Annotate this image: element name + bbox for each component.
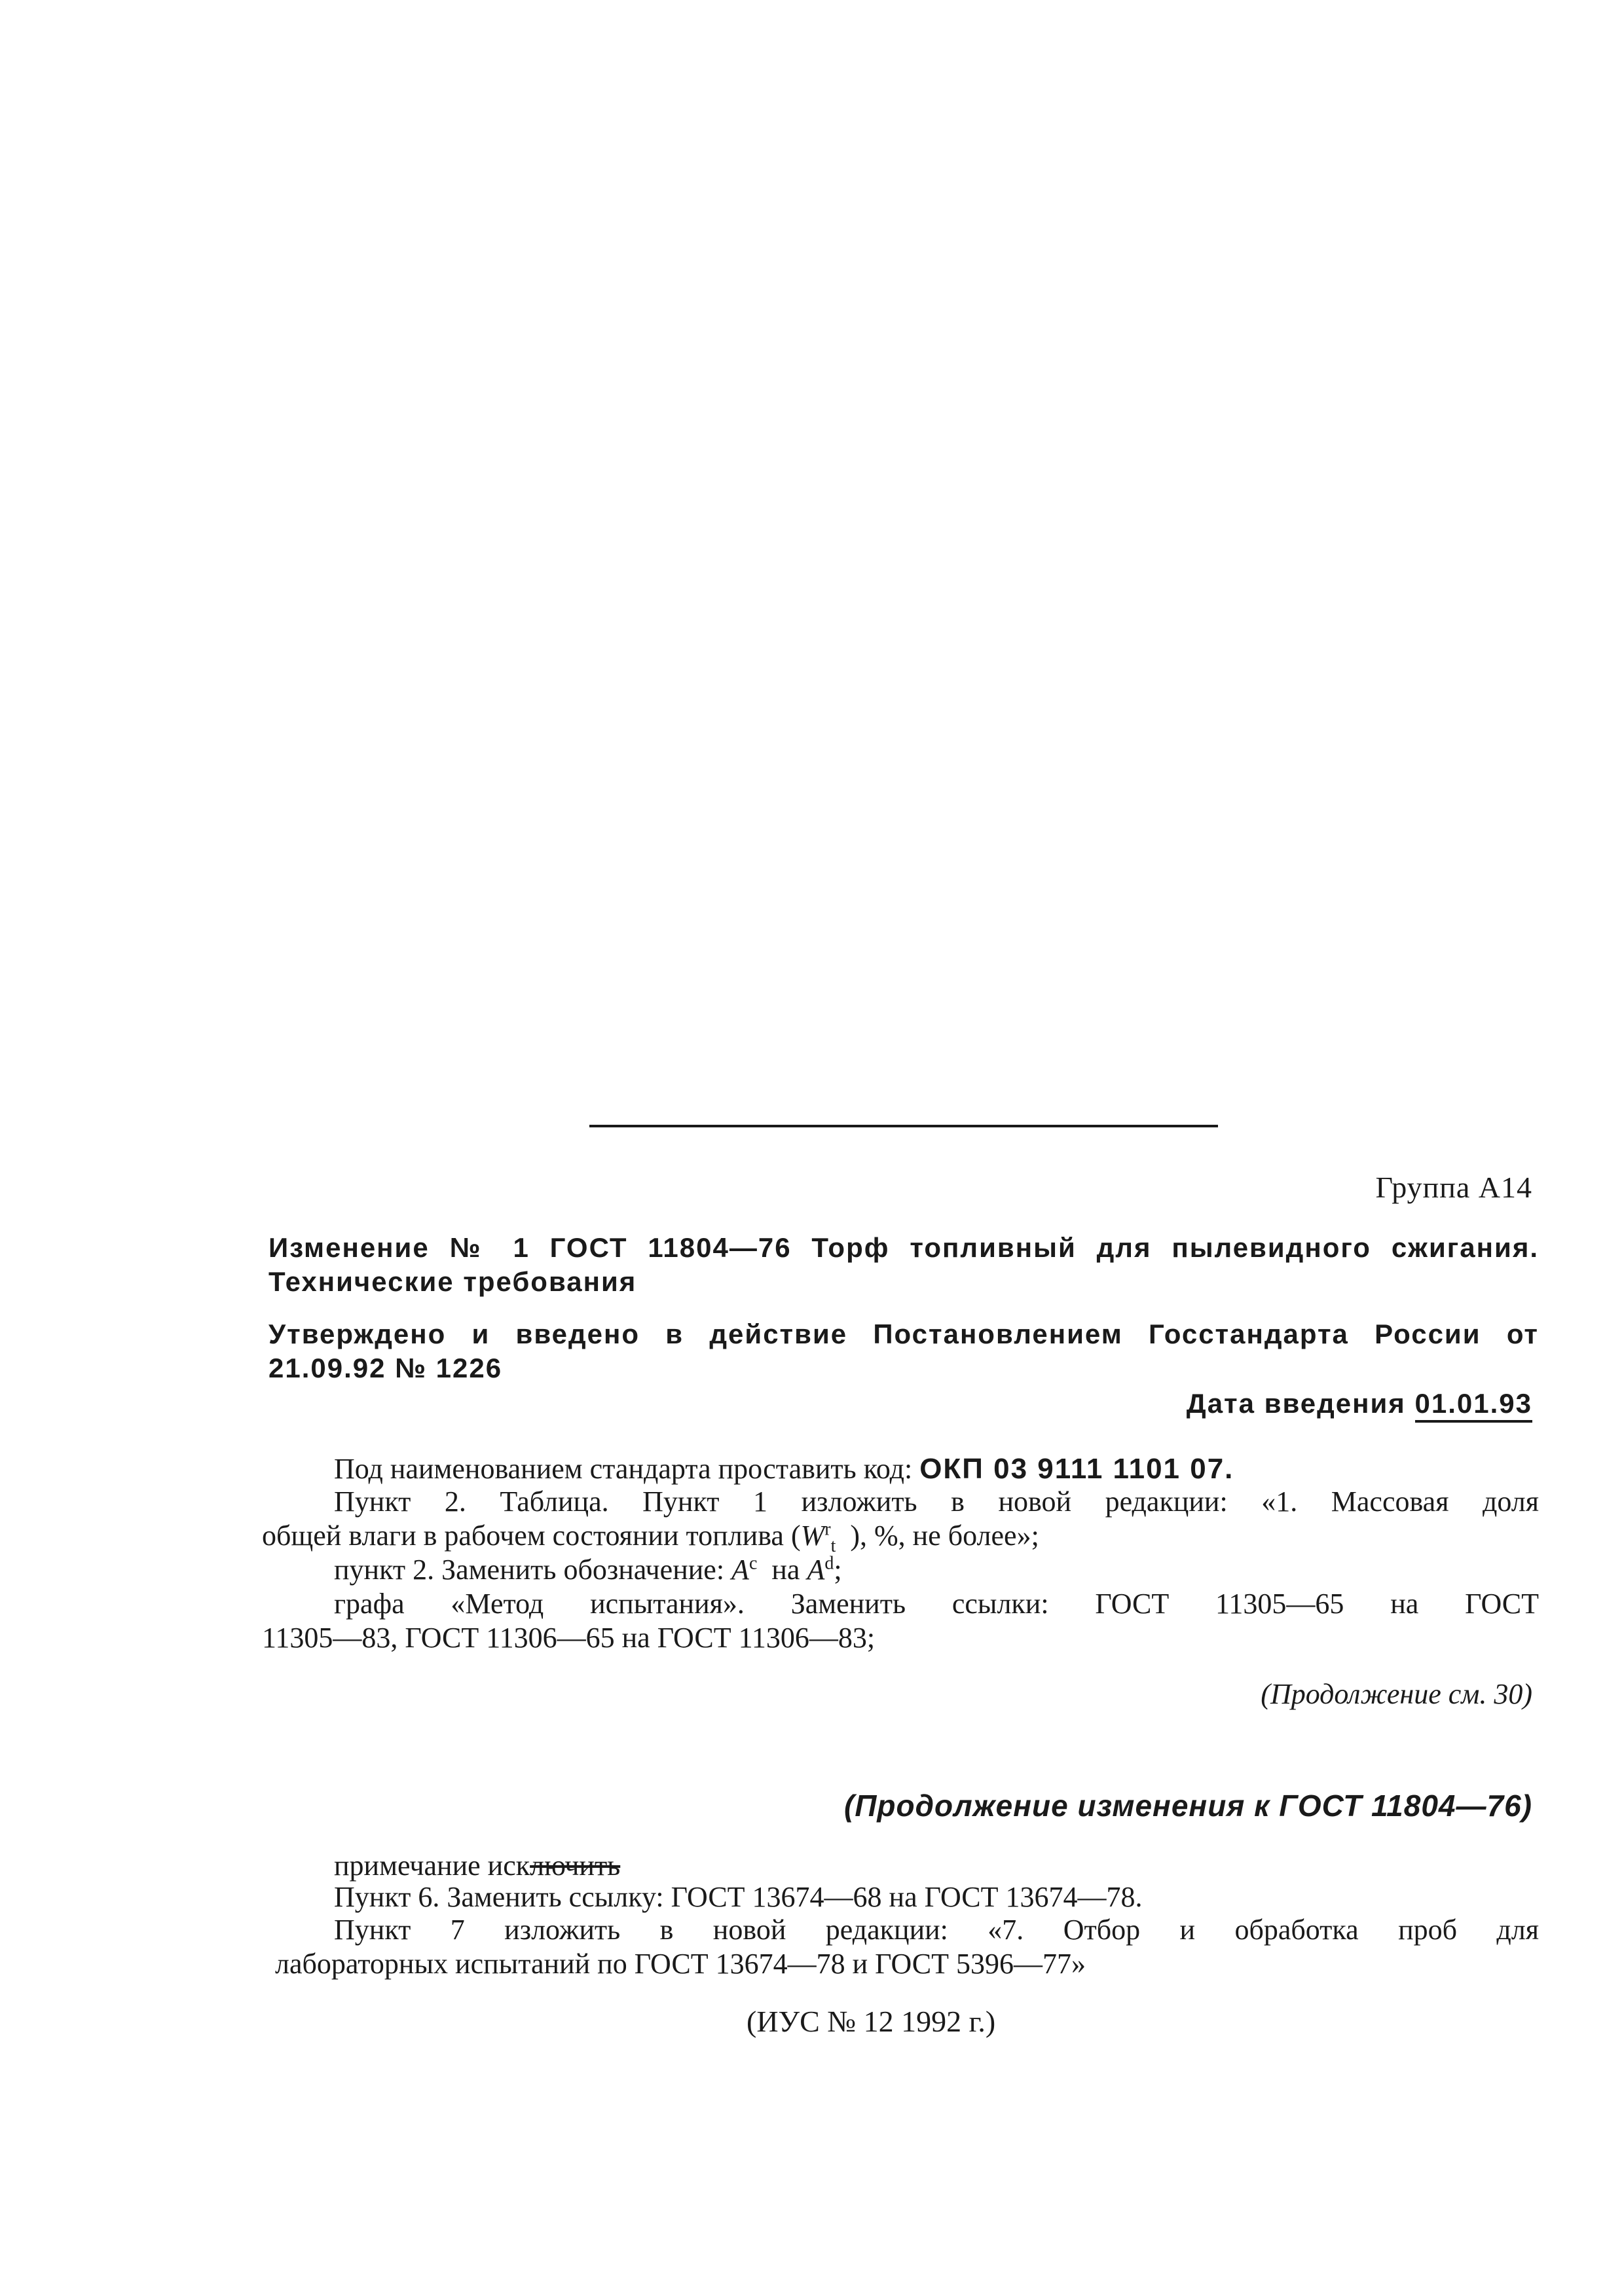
designation-b: A bbox=[807, 1554, 825, 1586]
paragraph-code bbox=[334, 1451, 1234, 1487]
designation-lead: пункт 2. Заменить обозначение: bbox=[334, 1554, 725, 1586]
intro-date-value: 01.01.93 bbox=[1415, 1388, 1533, 1423]
note-text-a: примечание иск bbox=[334, 1850, 530, 1882]
paragraph-table-line-1: Пункт 2. Таблица. Пункт 1 изложить в новой редакции: «1. Массовая доля bbox=[334, 1485, 1539, 1518]
designation-a-sup: c bbox=[748, 1553, 758, 1574]
note-text-b: лючить bbox=[530, 1850, 621, 1882]
paragraph-method-line-1: графа «Метод испытания». Заменить ссылки: ГОСТ 11305—65 на ГОСТ bbox=[334, 1588, 1539, 1620]
continuation-heading: (Продолжение изменения к ГОСТ 11804—76) bbox=[844, 1789, 1532, 1823]
title-line-1: Изменение № 1 ГОСТ 11804—76 Торф топливный для пылевидного сжигания. bbox=[268, 1232, 1539, 1263]
moisture-symbol: W bbox=[800, 1520, 825, 1552]
designation-b-sup: d bbox=[824, 1553, 834, 1574]
intro-date bbox=[1187, 1385, 1532, 1422]
group-label: Группа А14 bbox=[1375, 1171, 1532, 1204]
moisture-text-b: ), %, не более»; bbox=[850, 1520, 1039, 1552]
approved-line-1: Утверждено и введено в действие Постановлением Госстандарта России от bbox=[268, 1319, 1539, 1349]
paragraph-designation bbox=[334, 1552, 842, 1588]
title-line-2: Технические требования bbox=[268, 1266, 637, 1297]
paragraph-table-line-2 bbox=[262, 1518, 1039, 1554]
paragraph-method-line-2: 11305—83, ГОСТ 11306—65 на ГОСТ 11306—83; bbox=[262, 1622, 876, 1654]
moisture-text-a: общей влаги в рабочем состоянии топлива ( bbox=[262, 1520, 801, 1552]
intro-date-label: Дата введения bbox=[1186, 1388, 1406, 1419]
moisture-sub: t bbox=[830, 1535, 836, 1556]
continuation-line-3: Пункт 7 изложить в новой редакции: «7. Отбор и обработка проб для bbox=[334, 1914, 1539, 1946]
designation-mid: на bbox=[771, 1554, 800, 1586]
moisture-sup: r bbox=[824, 1519, 831, 1540]
continued-see: (Продолжение см. 30) bbox=[1261, 1678, 1532, 1710]
code-lead-text: Под наименованием стандарта проставить код: bbox=[334, 1453, 913, 1485]
designation-end: ; bbox=[834, 1554, 842, 1586]
top-rule bbox=[589, 1125, 1218, 1127]
designation-a: A bbox=[731, 1554, 749, 1586]
continuation-line-2: Пункт 6. Заменить ссылку: ГОСТ 13674—68 на ГОСТ 13674—78. bbox=[334, 1881, 1143, 1913]
continuation-line-4: лабораторных испытаний по ГОСТ 13674—78 и ГОСТ 5396—77» bbox=[275, 1948, 1086, 1980]
approved-line-2: 21.09.92 № 1226 bbox=[268, 1353, 503, 1383]
okp-code: ОКП 03 9111 1101 07. bbox=[919, 1453, 1234, 1485]
source-reference: (ИУС № 12 1992 г.) bbox=[747, 2005, 996, 2038]
